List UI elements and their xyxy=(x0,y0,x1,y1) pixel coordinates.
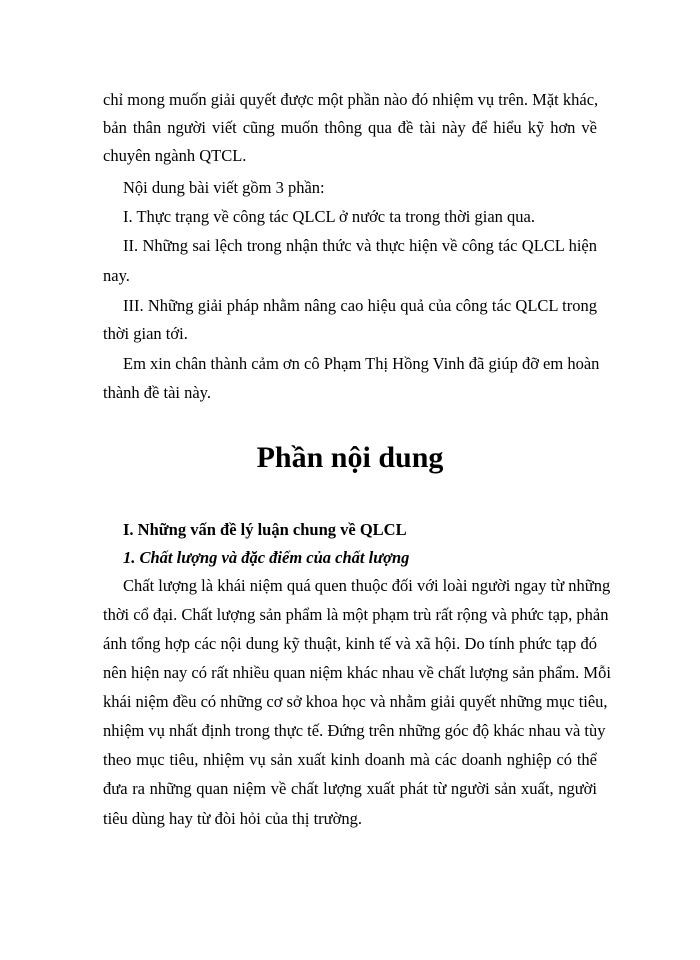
body-line: nhiệm vụ nhất định trong thực tế. Đứng trên những góc độ khác nhau và tùy xyxy=(103,721,606,740)
intro-line: chỉ mong muốn giải quyết được một phần nào đó nhiệm vụ trên. Mặt khác, xyxy=(103,90,599,109)
intro-line: thời gian tới. xyxy=(103,324,188,343)
intro-line: Em xin chân thành cảm ơn cô Phạm Thị Hồng Vinh đã giúp đỡ em hoàn xyxy=(123,354,600,373)
intro-line: III. Những giải pháp nhằm nâng cao hiệu quả của công tác QLCL trong xyxy=(123,296,597,315)
intro-line: II. Những sai lệch trong nhận thức và thực hiện về công tác QLCL hiện xyxy=(123,236,597,255)
intro-line: bản thân người viết cũng muốn thông qua đề tài này để hiểu kỹ hơn về xyxy=(103,118,597,137)
subsection-heading: 1. Chất lượng và đặc điểm của chất lượng xyxy=(123,548,410,567)
intro-line: thành đề tài này. xyxy=(103,383,211,402)
main-heading: Phần nội dung xyxy=(256,441,444,474)
body-line: tiêu dùng hay từ đòi hỏi của thị trường. xyxy=(103,809,362,828)
body-line: ánh tổng hợp các nội dung kỹ thuật, kinh tế và xã hội. Do tính phức tạp đó xyxy=(103,634,597,653)
intro-line: Nội dung bài viết gồm 3 phần: xyxy=(123,178,325,197)
body-line: đưa ra những quan niệm về chất lượng xuất phát từ người sản xuất, người xyxy=(103,779,597,798)
section-heading: I. Những vấn đề lý luận chung về QLCL xyxy=(123,520,407,539)
body-line: thời cổ đại. Chất lượng sản phẩm là một phạm trù rất rộng và phức tạp, phản xyxy=(103,605,609,624)
body-line: Chất lượng là khái niệm quá quen thuộc đối với loài người ngay từ những xyxy=(123,576,611,595)
intro-line: I. Thực trạng về công tác QLCL ở nước ta trong thời gian qua. xyxy=(123,207,535,226)
intro-line: nay. xyxy=(103,266,130,285)
intro-line: chuyên ngành QTCL. xyxy=(103,146,247,165)
body-line: nên hiện nay có rất nhiều quan niệm khác nhau về chất lượng sản phẩm. Mỗi xyxy=(103,663,611,682)
body-line: khái niệm đều có những cơ sở khoa học và nhằm giải quyết những mục tiêu, xyxy=(103,692,608,711)
body-line: theo mục tiêu, nhiệm vụ sản xuất kinh doanh mà các doanh nghiệp có thể xyxy=(103,750,597,769)
